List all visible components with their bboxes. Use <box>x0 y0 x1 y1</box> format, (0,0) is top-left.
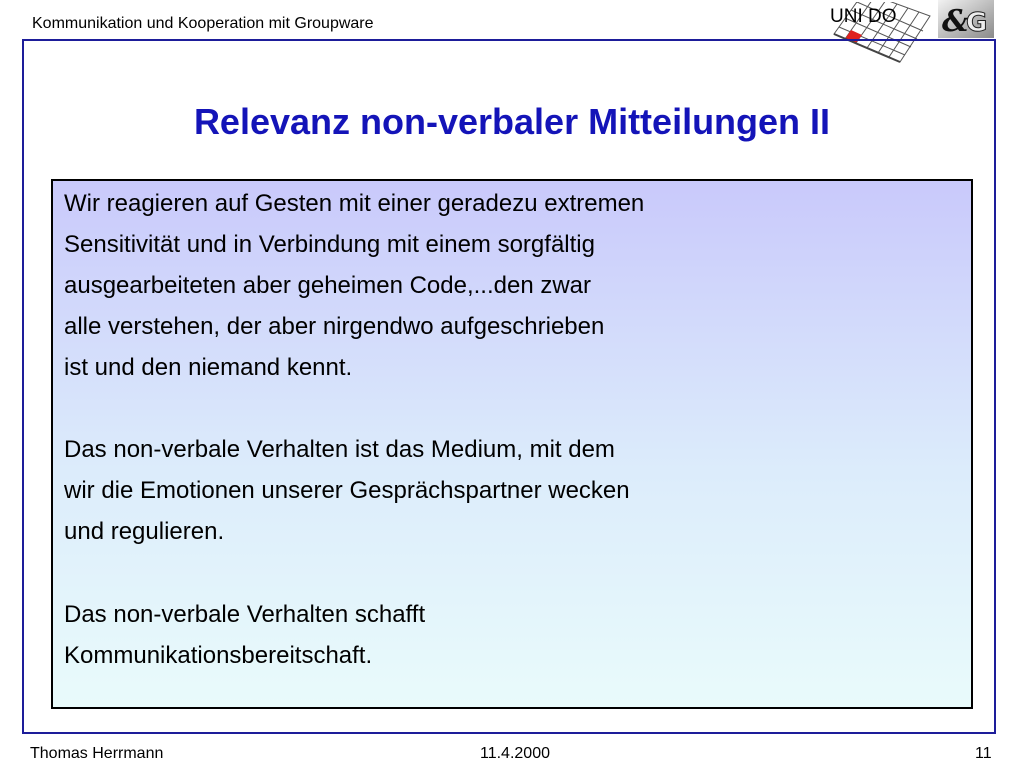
ig-logo-graphic <box>938 0 994 38</box>
paragraph-line: wir die Emotionen unserer Gesprächspartner wecken <box>64 477 630 504</box>
paragraph-line: und regulieren. <box>64 518 225 545</box>
paragraph-line: Wir reagieren auf Gesten mit einer geradezu extremen <box>64 190 645 217</box>
ig-logo <box>938 0 994 38</box>
svg-text:&: & <box>942 4 970 38</box>
paragraph-line: Das non-verbale Verhalten ist das Medium, mit dem <box>64 436 615 463</box>
slide-title: Relevanz non-verbaler Mitteilungen II <box>193 101 831 142</box>
paragraph-line: ausgearbeiteten aber geheimen Code,...den zwar <box>64 272 592 299</box>
svg-text:G: G <box>966 8 988 38</box>
paragraph-line: alle verstehen, der aber nirgendwo aufgeschrieben <box>64 313 605 340</box>
paragraph-line: ist und den niemand kennt. <box>64 354 353 381</box>
paragraph-3 <box>64 594 425 676</box>
content-box <box>51 179 973 709</box>
paragraph-1 <box>64 183 644 388</box>
header-title: Kommunikation und Kooperation mit Groupware <box>32 15 374 32</box>
paragraph-line: Das non-verbale Verhalten schafft <box>64 601 426 628</box>
paragraph-2 <box>64 429 630 552</box>
footer-page-number: 11 <box>975 745 992 762</box>
paragraph-line: Sensitivität und in Verbindung mit einem sorgfältig <box>64 231 595 258</box>
paragraph-line: Kommunikationsbereitschaft. <box>64 642 373 669</box>
uni-do-logo-text: UNI DO <box>830 6 897 27</box>
footer-date: 11.4.2000 <box>480 745 550 762</box>
footer-author: Thomas Herrmann <box>30 745 164 762</box>
